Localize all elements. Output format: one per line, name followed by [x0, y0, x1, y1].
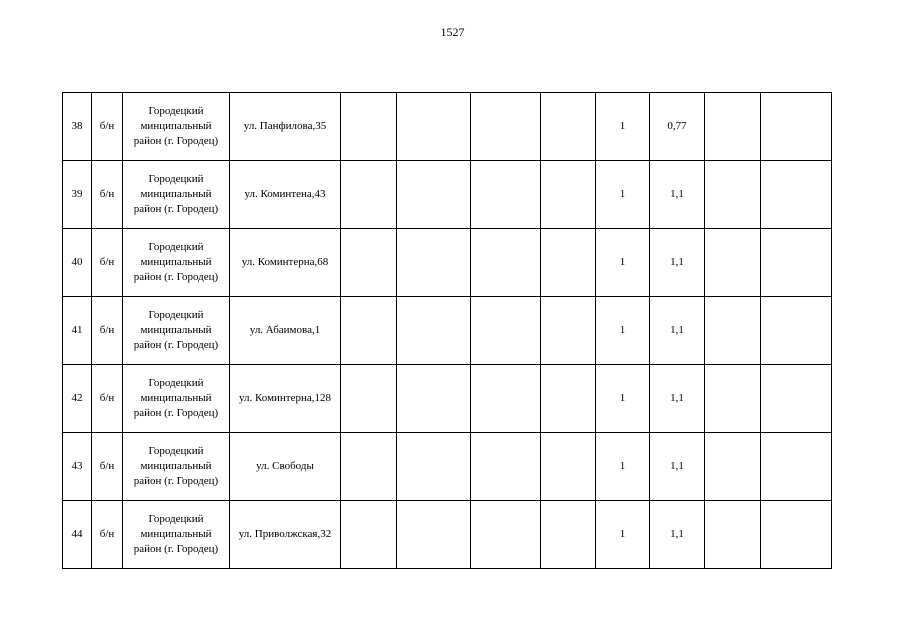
district-line: Городецкий: [148, 241, 204, 253]
row-number-cell: 42: [63, 365, 92, 433]
district-line: Городецкий: [148, 173, 204, 185]
empty-cell: [341, 365, 397, 433]
empty-cell: [341, 161, 397, 229]
code-cell: б/н: [92, 433, 123, 501]
empty-cell: [541, 161, 596, 229]
empty-cell: [705, 365, 761, 433]
district-line: район (г. Городец): [133, 475, 219, 487]
address-cell: ул. Приволжская,32: [230, 501, 341, 569]
value-cell: 1,1: [650, 161, 705, 229]
count-cell: 1: [596, 229, 650, 297]
empty-cell: [761, 433, 832, 501]
district-line: минципальный: [140, 188, 212, 200]
address-cell: ул. Абаимова,1: [230, 297, 341, 365]
empty-cell: [471, 297, 541, 365]
district-line: минципальный: [140, 528, 212, 540]
table-row: [63, 229, 832, 297]
empty-cell: [341, 229, 397, 297]
district-line: район (г. Городец): [133, 543, 219, 555]
district-cell: [123, 93, 230, 161]
table-body: [63, 93, 832, 569]
empty-cell: [397, 297, 471, 365]
table-row: [63, 501, 832, 569]
address-cell: ул. Коминтерна,68: [230, 229, 341, 297]
empty-cell: [471, 365, 541, 433]
empty-cell: [705, 297, 761, 365]
district-line: минципальный: [140, 460, 212, 472]
table-row: [63, 433, 832, 501]
registry-table: [62, 92, 832, 569]
empty-cell: [705, 433, 761, 501]
row-number-cell: 40: [63, 229, 92, 297]
empty-cell: [471, 229, 541, 297]
district-line: Городецкий: [148, 309, 204, 321]
count-cell: 1: [596, 433, 650, 501]
district-line: минципальный: [140, 392, 212, 404]
empty-cell: [397, 161, 471, 229]
district-line: район (г. Городец): [133, 271, 219, 283]
address-cell: ул. Коминтерна,128: [230, 365, 341, 433]
district-cell: [123, 161, 230, 229]
code-cell: б/н: [92, 365, 123, 433]
district-line: Городецкий: [148, 513, 204, 525]
count-cell: 1: [596, 501, 650, 569]
empty-cell: [541, 501, 596, 569]
empty-cell: [341, 501, 397, 569]
empty-cell: [341, 93, 397, 161]
page-number: 1527: [440, 25, 465, 39]
table-row: [63, 297, 832, 365]
empty-cell: [761, 365, 832, 433]
empty-cell: [397, 433, 471, 501]
empty-cell: [705, 501, 761, 569]
empty-cell: [471, 501, 541, 569]
empty-cell: [541, 229, 596, 297]
count-cell: 1: [596, 161, 650, 229]
empty-cell: [761, 229, 832, 297]
row-number-cell: 41: [63, 297, 92, 365]
count-cell: 1: [596, 93, 650, 161]
code-cell: б/н: [92, 501, 123, 569]
value-cell: 1,1: [650, 433, 705, 501]
value-cell: 1,1: [650, 365, 705, 433]
code-cell: б/н: [92, 93, 123, 161]
address-cell: ул. Коминтена,43: [230, 161, 341, 229]
address-cell: ул. Панфилова,35: [230, 93, 341, 161]
empty-cell: [761, 297, 832, 365]
empty-cell: [541, 93, 596, 161]
empty-cell: [397, 365, 471, 433]
district-line: район (г. Городец): [133, 135, 219, 147]
row-number-cell: 39: [63, 161, 92, 229]
empty-cell: [471, 93, 541, 161]
value-cell: 1,1: [650, 297, 705, 365]
district-line: район (г. Городец): [133, 203, 219, 215]
empty-cell: [761, 501, 832, 569]
empty-cell: [397, 93, 471, 161]
code-cell: б/н: [92, 161, 123, 229]
empty-cell: [761, 161, 832, 229]
district-cell: [123, 229, 230, 297]
district-line: минципальный: [140, 256, 212, 268]
empty-cell: [397, 501, 471, 569]
table-row: [63, 161, 832, 229]
district-line: Городецкий: [148, 377, 204, 389]
row-number-cell: 38: [63, 93, 92, 161]
table-row: [63, 93, 832, 161]
district-line: район (г. Городец): [133, 339, 219, 351]
district-cell: [123, 365, 230, 433]
empty-cell: [541, 433, 596, 501]
district-line: минципальный: [140, 324, 212, 336]
district-cell: [123, 297, 230, 365]
district-line: район (г. Городец): [133, 407, 219, 419]
district-cell: [123, 501, 230, 569]
value-cell: 1,1: [650, 229, 705, 297]
empty-cell: [761, 93, 832, 161]
empty-cell: [705, 93, 761, 161]
value-cell: 1,1: [650, 501, 705, 569]
empty-cell: [541, 297, 596, 365]
empty-cell: [471, 433, 541, 501]
empty-cell: [397, 229, 471, 297]
count-cell: 1: [596, 365, 650, 433]
district-line: минципальный: [140, 120, 212, 132]
code-cell: б/н: [92, 229, 123, 297]
value-cell: 0,77: [650, 93, 705, 161]
row-number-cell: 43: [63, 433, 92, 501]
empty-cell: [705, 161, 761, 229]
count-cell: 1: [596, 297, 650, 365]
empty-cell: [471, 161, 541, 229]
empty-cell: [341, 433, 397, 501]
table-row: [63, 365, 832, 433]
empty-cell: [541, 365, 596, 433]
district-cell: [123, 433, 230, 501]
empty-cell: [341, 297, 397, 365]
code-cell: б/н: [92, 297, 123, 365]
address-cell: ул. Свободы: [230, 433, 341, 501]
row-number-cell: 44: [63, 501, 92, 569]
district-line: Городецкий: [148, 445, 204, 457]
district-line: Городецкий: [148, 105, 204, 117]
empty-cell: [705, 229, 761, 297]
